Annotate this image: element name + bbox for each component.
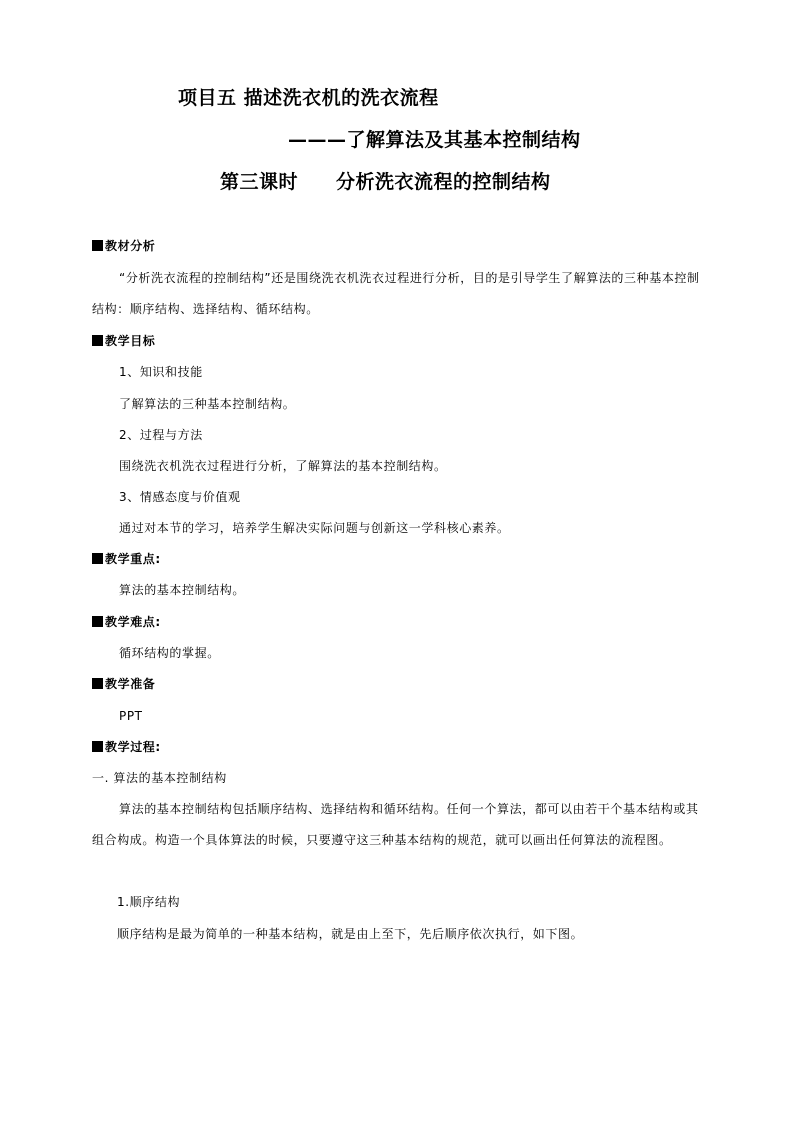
section-heading-teaching-goals xyxy=(92,333,155,349)
heading-text: 教学难点: xyxy=(105,615,161,629)
goal1-title: 1、知识和技能 xyxy=(119,365,203,379)
square-bullet-icon xyxy=(92,678,103,689)
section-heading-preparation xyxy=(92,676,155,692)
section-heading-process xyxy=(92,739,161,755)
goal1-text: 了解算法的三种基本控制结构。 xyxy=(119,397,296,411)
section-heading-key-points xyxy=(92,551,161,567)
square-bullet-icon xyxy=(92,553,103,564)
goal2-title: 2、过程与方法 xyxy=(119,428,203,442)
lesson-topic: 分析洗衣流程的控制结构 xyxy=(336,171,551,193)
lesson-number: 第三课时 xyxy=(220,171,299,193)
textbook-analysis-paragraph: “分析洗衣流程的控制结构”还是围绕洗衣机洗衣过程进行分析，目的是引导学生了解算法的三种基本控制结构：顺序结构、选择结构、循环结构。 xyxy=(92,271,700,316)
square-bullet-icon xyxy=(92,741,103,752)
heading-text: 教学目标 xyxy=(105,334,156,348)
sequence-structure-text: 顺序结构是最为简单的一种基本结构，就是由上至下，先后顺序依次执行，如下图。 xyxy=(117,927,584,941)
heading-text: 教学过程: xyxy=(105,740,161,754)
square-bullet-icon xyxy=(92,240,103,251)
process-part1-title: 一. 算法的基本控制结构 xyxy=(92,771,227,785)
heading-text: 教学准备 xyxy=(105,677,156,691)
key-points-text: 算法的基本控制结构。 xyxy=(119,583,246,597)
project-subtitle: ———了解算法及其基本控制结构 xyxy=(288,129,581,151)
lesson-title xyxy=(220,170,551,194)
section-heading-textbook-analysis xyxy=(92,238,155,254)
section-heading-difficulties xyxy=(92,614,161,630)
project-title: 项目五 描述洗衣机的洗衣流程 xyxy=(178,87,439,109)
heading-text: 教学重点: xyxy=(105,552,161,566)
heading-text: 教材分析 xyxy=(105,239,156,253)
goal3-title: 3、情感态度与价值观 xyxy=(119,490,241,504)
square-bullet-icon xyxy=(92,335,103,346)
sequence-structure-title: 1.顺序结构 xyxy=(117,895,181,909)
process-part1-paragraph: 算法的基本控制结构包括顺序结构、选择结构和循环结构。任何一个算法，都可以由若干个基本结构或其组合构成。构造一个具体算法的时候，只要遵守这三种基本结构的规范，就可以画出任何算法的流程图。 xyxy=(92,802,699,847)
difficulties-text: 循环结构的掌握。 xyxy=(119,646,220,660)
square-bullet-icon xyxy=(92,616,103,627)
goal3-text: 通过对本节的学习，培养学生解决实际问题与创新这一学科核心素养。 xyxy=(119,521,510,535)
preparation-text: PPT xyxy=(119,709,143,723)
goal2-text: 围绕洗衣机洗衣过程进行分析，了解算法的基本控制结构。 xyxy=(119,459,447,473)
